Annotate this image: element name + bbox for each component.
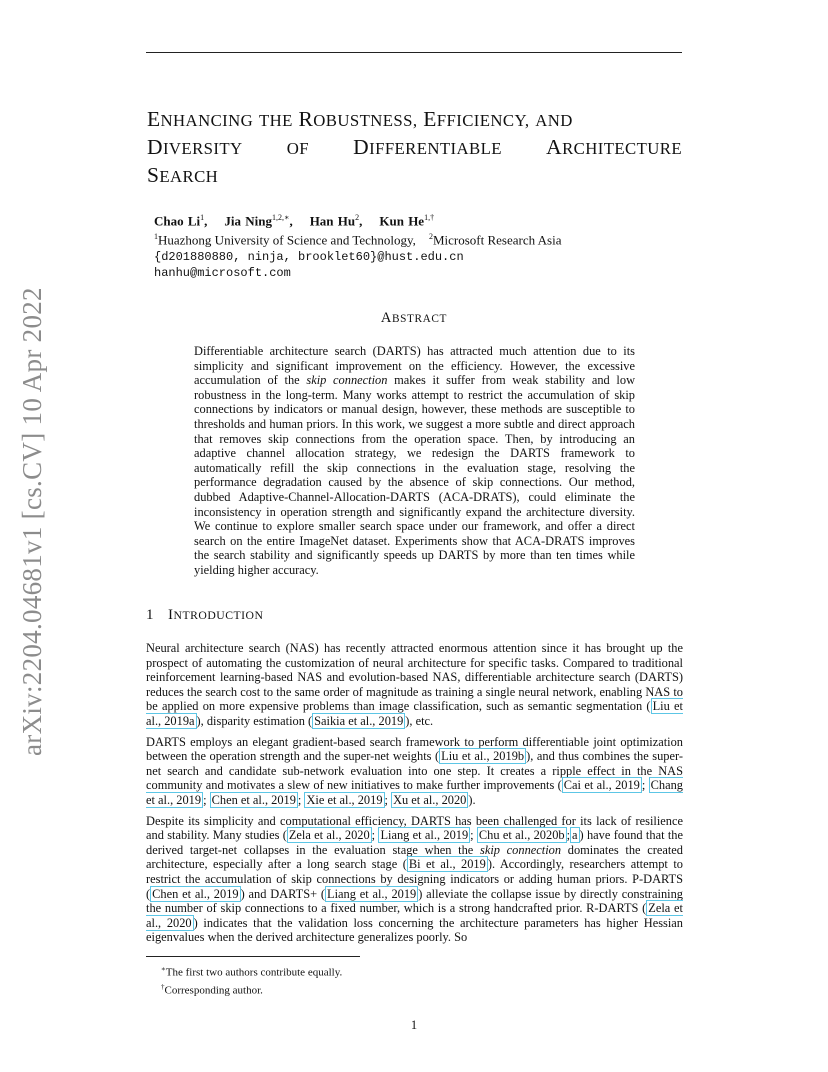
email-1: {d201880880, ninja, brooklet60}@hust.edu.cn [154,249,464,264]
title-word: DIVERSITY [147,135,243,159]
email-2: hanhu@microsoft.com [154,265,291,280]
author-names: Chao Li$^1$, Jia Ning$^{1,2,∗}$, Han Hu$^2$, Kun $He^{1,\dagger}$ [154,213,435,229]
section-heading [146,607,263,624]
intro-body [146,641,683,951]
citation-link[interactable]: Chen et al., 2019 [211,792,296,807]
citation-link[interactable]: Zela et al., 2020 [288,828,370,843]
footnote-rule [146,956,360,957]
paragraph-text: ; [371,828,379,843]
paragraph-text: ) alleviate the collapse issue by directly constraining the number of skip connections to a fixed number, which is a strong handcrafted prior. R-DARTS ( [146,886,683,916]
paper-title [147,106,682,190]
author-name: Jia Ning [224,213,272,229]
section-title: INTRODUCTION [168,607,264,623]
citation-link[interactable]: Zela et al., 2020 [146,901,683,930]
paragraph-2 [146,735,683,808]
author-name: Kun He [379,213,425,229]
paragraph-3 [146,814,683,945]
citation-link[interactable]: Chen et al., 2019 [152,886,239,901]
paragraph-text: ). Accordingly, researchers attempt to restrict the accumulation of skip connections by designing indicators or adding human priors. P-DARTS ( [146,857,683,901]
affiliations: $^1$Huazhong University of Science and Technology, $^2$Microsoft Research Asia [154,232,562,248]
arxiv-identifier: arXiv:2204.04681v1 [cs.CV] 10 Apr 2022 [17,287,47,756]
citation-link[interactable]: Liu et al., 2019a [146,699,683,728]
citation-link[interactable]: Xie et al., 2019 [306,792,383,807]
paragraph-text: ) and DARTS+ ( [240,886,326,901]
paragraph-text: ). [468,792,476,807]
paragraph-text: ), disparity estimation ( [196,713,313,728]
title-word: ARCHITECTURE [546,135,682,159]
citation-link[interactable]: Chu et al., 2020b [478,828,565,843]
citation-link[interactable]: Saikia et al., 2019 [314,713,404,728]
abstract-heading: ABSTRACT [380,310,448,326]
affiliation-1: Huazhong University of Science and Technology, [158,232,416,248]
title-word: DIFFERENTIABLE [353,135,502,159]
author-name: Han Hu [309,213,356,229]
paragraph-text: ; [297,792,305,807]
paragraph-text: ; [384,792,392,807]
paragraph-text: Despite its simplicity and computational efficiency, DARTS has been challenged for its lack of resilience and stability. Many studies ( [146,813,683,843]
emphasis: skip connection [480,842,562,857]
paragraph-1 [146,641,683,729]
affiliation-2: Microsoft Research Asia [432,232,562,248]
top-rule [146,52,682,53]
citation-link[interactable]: Liu et al., 2019b [441,749,525,764]
footnote-1: ∗The first two authors contribute equally. [161,965,343,979]
footnotes [161,962,342,997]
citation-link[interactable]: Bi et al., 2019 [408,857,486,872]
author-block [154,210,654,281]
abstract-text: Differentiable architecture search (DARTS) has attracted much attention due to its simplicity and significant improvement on the efficiency. However, the excessive accumulation of the skip connection makes it suffer from weak stability and low robustness in the long-term. Many works attempt to restrict the accumulation of skip connections by indicators or manual design, however, these methods are susceptible to thresholds and human priors. In this work, we suggest a more subtle and direct approach that removes skip connections from the operation space. Then, by introducing an adaptive channel allocation strategy, we redesign the DARTS framework to automatically refill the skip connections in the evaluation stage, resolving the performance degradation caused by the absence of skip connections. Our method, dubbed Adaptive-Channel-Allocation-DARTS (ACA-DRATS), could eliminate the inconsistency in operation strength and significantly expand the architecture diversity. We continue to explore smaller search space under our framework, and offer a direct search on the entire ImageNet dataset. Experiments show that ACA-DRATS improves the search stability and significantly speeds up DARTS by more than ten times while yielding higher accuracy. [194,344,636,577]
citation-link[interactable]: Liang et al., 2019 [327,886,417,901]
paragraph-text: ; [203,792,210,807]
paragraph-text: Neural architecture search (NAS) has recently attracted enormous attention since it has brought up the prospect of automating the customization of neural architecture for specific tasks. Compared to traditional reinforcement learning-based NAS and evolution-based NAS, differentiable architecture search (DARTS) reduces the search cost to the same order of magnitude as training a single neural network, enabling NAS to be applied on more expensive problems than image classification, such as semantic segmentation ( [146,641,683,714]
citation-link[interactable]: Chang et al., 2019 [146,778,683,807]
author-name: Chao Li [154,213,201,229]
paragraph-text: ; [641,778,649,793]
citation-link[interactable]: Liang et al., 2019 [380,828,469,843]
paragraph-text: ; [470,828,477,843]
paragraph-text: ), etc. [405,713,434,728]
paragraph-text: DARTS employs an elegant gradient-based search framework to perform differentiable joint optimization between the operation strength and the super-net weights ( [146,734,683,764]
title-word: OF [286,139,309,158]
paragraph-text: ), and thus combines the super-net search and candidate sub-network evaluation into one step. It creates a ripple effect in the NAS community and motivates a slew of new initiatives to make further improvements ( [146,749,683,793]
paragraph-text: ) have found that the derived target-net collapses in the evaluation stage when the [146,828,683,857]
title-line-2 [147,134,682,162]
title-line-1: ENHANCING THE ROBUSTNESS, EFFICIENCY, AND [147,107,573,131]
citation-link[interactable]: a [572,828,578,843]
section-number: 1 [146,607,154,623]
footnote-2: †Corresponding author. [161,982,263,997]
paragraph-text: ) indicates that the validation loss concerning the architecture parameters has higher Hessian eigenvalues when the derived architecture generalizes poorly. So [146,915,683,945]
title-line-3: SEARCH [147,163,219,187]
paragraph-text: ; [566,828,571,843]
citation-link[interactable]: Xu et al., 2020 [393,792,467,807]
paragraph-text: dominates the created architecture, especially after a long search stage ( [146,842,684,872]
citation-link[interactable]: Cai et al., 2019 [563,778,640,793]
page-number: 1 [410,1018,418,1032]
